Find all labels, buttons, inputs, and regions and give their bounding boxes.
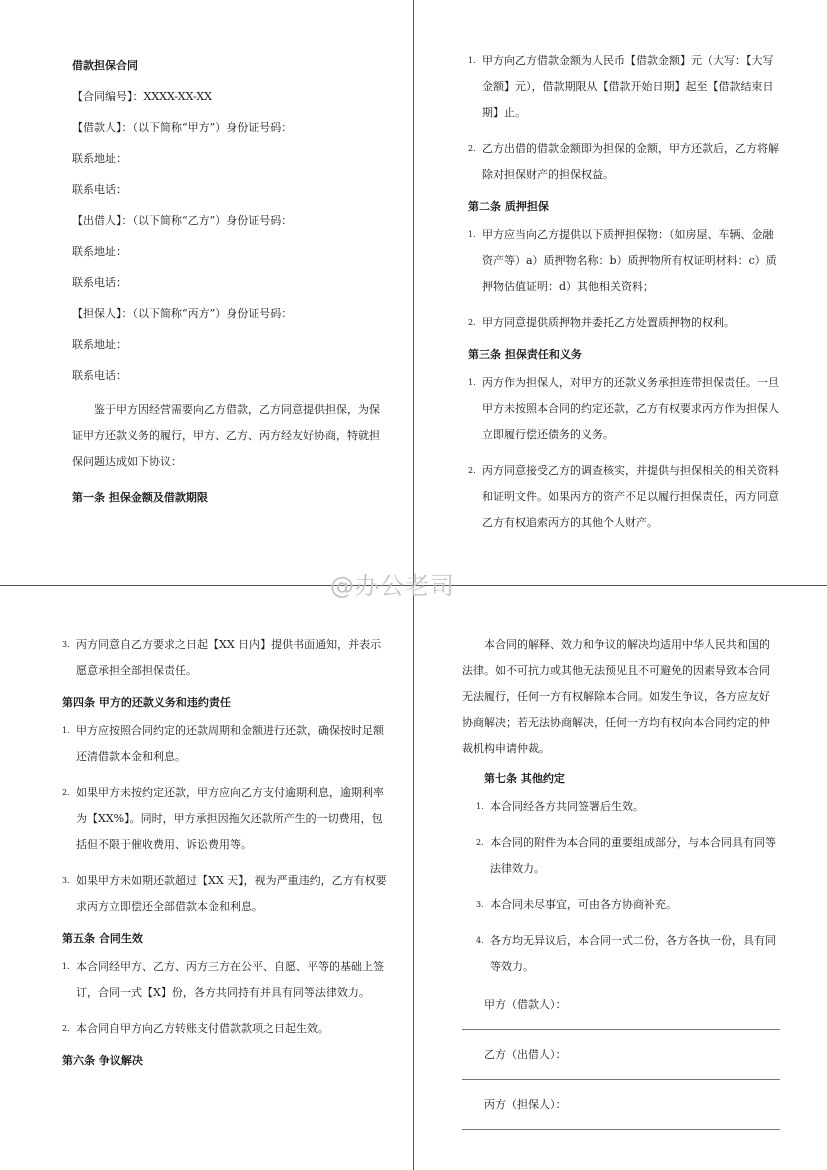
signature-borrower-line: [462, 1028, 780, 1030]
list-item: 2. 丙方同意接受乙方的调查核实，并提供与担保相关的相关资料和证明文件。如果丙方的资产不足以履行担保责任，丙方同意乙方有权追索丙方的其他个人财产。: [468, 464, 779, 529]
list-item: 1. 甲方应当向乙方提供以下质押担保物：（如房屋、车辆、金融资产等）a）质押物名称：b）质押物所有权证明材料：c）质押物估值证明：d）其他相关资料；: [468, 228, 777, 293]
borrower-line: 【借款人】：（以下简称“甲方”）身份证号码：: [72, 121, 293, 134]
list-item: 3. 本合同未尽事宜，可由各方协商补充。: [476, 898, 677, 911]
section-1-list: [468, 48, 784, 188]
section-1-heading: 第一条 担保金额及借款期限: [72, 491, 208, 504]
page-3: [62, 632, 392, 1076]
list-item: 4. 各方均无异议后，本合同一式二份，各方各执一份，具有同等效力。: [476, 934, 776, 973]
borrower-address: 联系地址：: [72, 152, 127, 165]
lender-address: 联系地址：: [72, 245, 127, 258]
dispute-paragraph: 本合同的解释、效力和争议的解决均适用中华人民共和国的法律。如不可抗力或其他无法预见且不可避免的因素导致本合同无法履行，任何一方有权解除本合同。如发生争议，各方应友好协商解决；若无法协商解决，任何一方均有权向本合同约定的仲裁机构申请仲裁。: [462, 638, 770, 755]
list-item: 2. 甲方同意提供质押物并委托乙方处置质押物的权利。: [468, 316, 735, 329]
guarantor-line: 【担保人】：（以下简称“丙方”）身份证号码：: [72, 307, 293, 320]
section-3-list-continued: [62, 632, 392, 684]
section-4-list: [62, 718, 392, 920]
preamble-paragraph: 鉴于甲方因经营需要向乙方借款，乙方同意提供担保，为保证甲方还款义务的履行，甲方、乙方、丙方经友好协商，特就担保问题达成如下协议：: [72, 403, 380, 468]
lender-phone: 联系电话：: [72, 276, 127, 289]
lender-line: 【出借人】：（以下简称“乙方”）身份证号码：: [72, 214, 293, 227]
section-3-heading: 第三条 担保责任和义务: [468, 348, 582, 361]
list-item: 3. 丙方同意自乙方要求之日起【XX 日内】提供书面通知，并表示愿意承担全部担保责任。: [62, 638, 382, 677]
page-1: [72, 50, 390, 513]
watermark: @办公老司: [330, 572, 455, 600]
guarantor-phone: 联系电话：: [72, 369, 127, 382]
signature-guarantor-line: [462, 1128, 780, 1130]
list-item: 2. 乙方出借的借款金额即为担保的金额，甲方还款后，乙方将解除对担保财产的担保权益。: [468, 142, 779, 181]
section-5-list: [62, 954, 392, 1042]
list-item: 1. 甲方向乙方借款金额为人民币【借款金额】元（大写：【大写金额】元），借款期限从【借款开始日期】起至【借款结束日期】止。: [468, 54, 774, 119]
list-item: 1. 本合同经甲方、乙方、丙方三方在公平、自愿、平等的基础上签订，合同一式【X】份，各方共同持有并具有同等法律效力。: [62, 960, 384, 999]
page-4: [462, 632, 780, 1130]
signature-lender-label: 乙方（出借人）：: [484, 1048, 567, 1061]
document-title: 借款担保合同: [72, 59, 138, 72]
guarantor-address: 联系地址：: [72, 338, 127, 351]
list-item: 1. 本合同经各方共同签署后生效。: [476, 800, 644, 813]
list-item: 2. 本合同的附件为本合同的重要组成部分，与本合同具有同等法律效力。: [476, 836, 776, 875]
section-7-heading: 第七条 其他约定: [484, 772, 565, 785]
section-2-heading: 第二条 质押担保: [468, 200, 549, 213]
contract-number: 【合同编号】：XXXX-XX-XX: [72, 90, 213, 103]
section-7-list: [476, 794, 780, 980]
section-2-list: [468, 222, 784, 336]
section-6-heading: 第六条 争议解决: [62, 1054, 143, 1067]
section-3-list: [468, 370, 784, 536]
borrower-phone: 联系电话：: [72, 183, 127, 196]
list-item: 2. 如果甲方未按约定还款，甲方应向乙方支付逾期利息，逾期利率为【XX%】。同时，甲方承担因拖欠还款所产生的一切费用，包括但不限于催收费用、诉讼费用等。: [62, 786, 384, 851]
signature-guarantor-label: 丙方（担保人）：: [484, 1098, 567, 1111]
section-5-heading: 第五条 合同生效: [62, 932, 143, 945]
list-item: 2. 本合同自甲方向乙方转账支付借款款项之日起生效。: [62, 1022, 329, 1035]
page-2: [468, 48, 784, 546]
signature-borrower-label: 甲方（借款人）：: [484, 998, 567, 1011]
list-item: 1. 丙方作为担保人，对甲方的还款义务承担连带担保责任。一旦甲方未按照本合同的约定还款，乙方有权要求丙方作为担保人立即履行偿还债务的义务。: [468, 376, 779, 441]
list-item: 1. 甲方应按照合同约定的还款周期和金额进行还款，确保按时足额还清借款本金和利息。: [62, 724, 384, 763]
section-4-heading: 第四条 甲方的还款义务和违约责任: [62, 696, 231, 709]
signature-lender-line: [462, 1078, 780, 1080]
list-item: 3. 如果甲方未如期还款超过【XX 天】，视为严重违约，乙方有权要求丙方立即偿还全部借款本金和利息。: [62, 874, 387, 913]
